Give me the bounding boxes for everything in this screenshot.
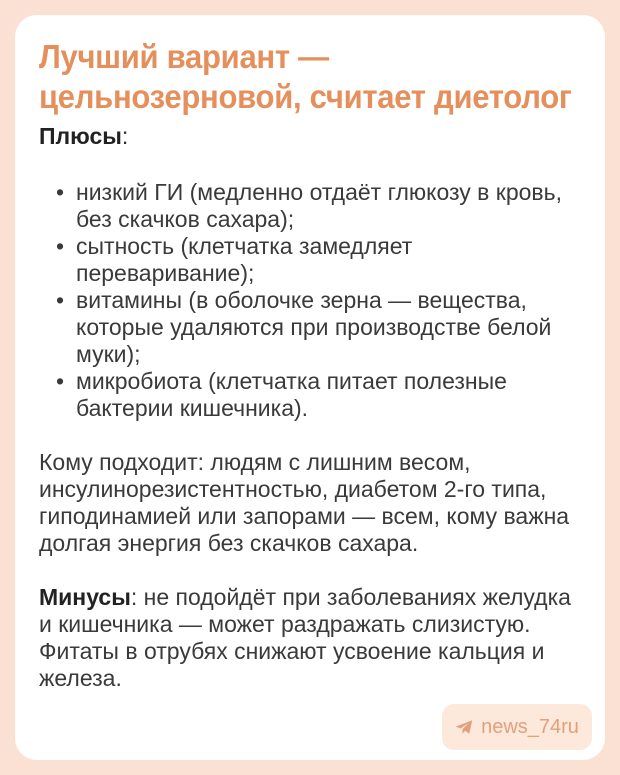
- brand-label: news_74ru: [481, 715, 579, 738]
- list-item: [39, 179, 581, 233]
- cons-label: Минусы: [39, 584, 131, 610]
- suits-paragraph: Кому подходит: людям с лишним весом, инсулинорезистентностью, диабетом 2-го типа, гиподинамией или запорами — всем, кому важна долгая энергия без скачков сахара.: [39, 449, 570, 556]
- pros-label: Плюсы: [39, 123, 122, 149]
- list-item-text: витамины (в оболочке зерна — вещества, которые удаляются при производстве белой муки);: [76, 287, 552, 367]
- bullet-icon: •: [56, 233, 65, 259]
- list-item: [39, 287, 581, 368]
- card-title-line-1: Лучший вариант —: [39, 38, 329, 75]
- telegram-icon: [455, 719, 473, 735]
- list-item-text: сытность (клетчатка замедляет переваривание);: [76, 233, 413, 286]
- pros-list: [39, 179, 581, 422]
- list-item-text: низкий ГИ (медленно отдаёт глюкозу в кровь, без скачков сахара);: [76, 179, 563, 232]
- list-item: [39, 368, 581, 422]
- pros-heading: [39, 123, 581, 150]
- article-card: [15, 15, 605, 760]
- card-title-line-2: цельнозерновой, считает диетолог: [39, 78, 572, 115]
- card-title: [39, 37, 572, 117]
- pros-colon: :: [121, 123, 129, 149]
- bullet-icon: •: [56, 368, 65, 394]
- bullet-icon: •: [56, 287, 65, 313]
- brand-badge[interactable]: [442, 704, 592, 750]
- bullet-icon: •: [56, 179, 65, 205]
- cons-text: : не подойдёт при заболеваниях желудка и кишечника — может раздражать слизистую. Фитаты в отрубях снижают усвоение кальция и железа.: [39, 584, 571, 691]
- cons-paragraph: [39, 584, 581, 692]
- list-item-text: микробиота (клетчатка питает полезные бактерии кишечника).: [76, 368, 507, 421]
- list-item: [39, 233, 581, 287]
